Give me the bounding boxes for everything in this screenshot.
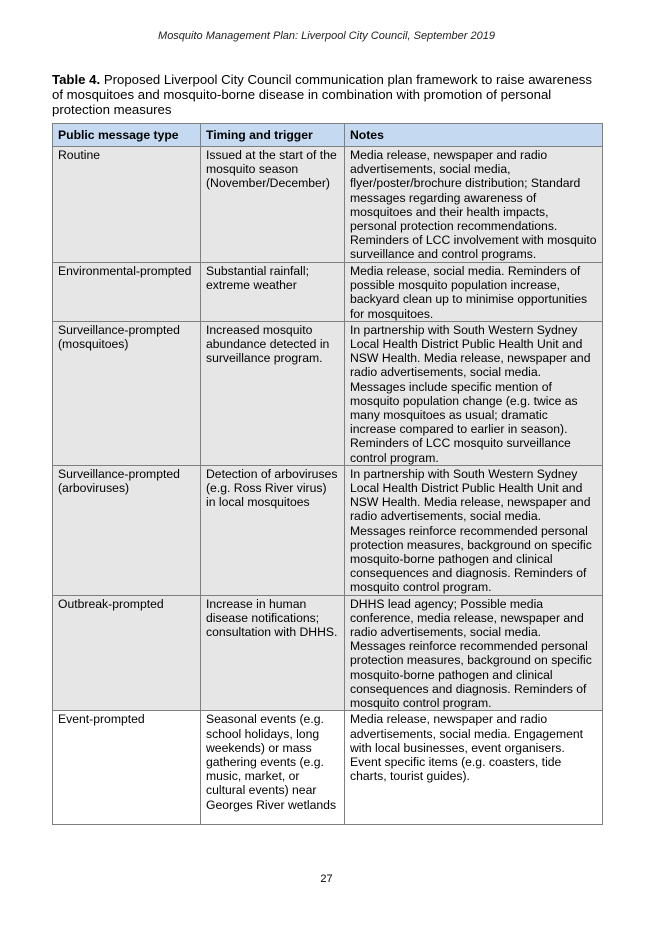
caption-label: Table 4. <box>52 72 101 87</box>
cell-timing: Substantial rainfall; extreme weather <box>201 263 345 322</box>
caption-text: Proposed Liverpool City Council communication plan framework to raise awareness of mosquitoes and mosquito-borne disease in combination with promotion of personal protection measures <box>52 72 592 117</box>
cell-timing: Increase in human disease notifications; consultation with DHHS. <box>201 595 345 711</box>
communication-plan-table <box>52 123 603 825</box>
cell-message-type: Environmental-prompted <box>53 263 201 322</box>
table-row <box>53 711 603 825</box>
table-row <box>53 595 603 711</box>
table-row <box>53 321 603 465</box>
column-header-message-type: Public message type <box>53 124 201 147</box>
cell-message-type: Event-prompted <box>53 711 201 825</box>
table-header-row <box>53 124 603 147</box>
table-row <box>53 465 603 595</box>
cell-notes: In partnership with South Western Sydney Local Health District Public Health Unit and NSW Health. Media release, newspaper and radio advertisements, social media. Messages include specific mention of mosquito population change (e.g. twice as many mosquitoes as usual; dramatic increase compared to earlier in season). Reminders of LCC mosquito surveillance control program. <box>345 321 603 465</box>
cell-message-type: Outbreak-prompted <box>53 595 201 711</box>
cell-timing: Issued at the start of the mosquito season (November/December) <box>201 147 345 263</box>
column-header-timing: Timing and trigger <box>201 124 345 147</box>
cell-message-type: Surveillance-prompted (mosquitoes) <box>53 321 201 465</box>
cell-message-type: Surveillance-prompted (arboviruses) <box>53 465 201 595</box>
cell-notes: Media release, newspaper and radio advertisements, social media, flyer/poster/brochure distribution; Standard messages regarding awareness of mosquitoes and their health impacts, personal protection recommendations. Reminders of LCC involvement with mosquito surveillance and control programs. <box>345 147 603 263</box>
cell-timing: Increased mosquito abundance detected in surveillance program. <box>201 321 345 465</box>
cell-notes: Media release, social media. Reminders of possible mosquito population increase, backyard clean up to minimise opportunities for mosquitoes. <box>345 263 603 322</box>
column-header-notes: Notes <box>345 124 603 147</box>
cell-notes: Media release, newspaper and radio advertisements, social media. Engagement with local businesses, event organisers. Event specific items (e.g. coasters, tide charts, tourist guides). <box>345 711 603 825</box>
cell-notes: DHHS lead agency; Possible media conference, media release, newspaper and radio advertisements, social media. Messages reinforce recommended personal protection measures, background on specific mosquito-borne pathogen and clinical consequences and diagnosis. Reminders of mosquito control program. <box>345 595 603 711</box>
table-caption <box>52 72 604 117</box>
cell-timing: Seasonal events (e.g. school holidays, long weekends) or mass gathering events (e.g. music, market, or cultural events) near Georges River wetlands <box>201 711 345 825</box>
cell-message-type: Routine <box>53 147 201 263</box>
page-number: 27 <box>320 873 333 885</box>
table-row <box>53 263 603 322</box>
table-row <box>53 147 603 263</box>
running-header: Mosquito Management Plan: Liverpool City Council, September 2019 <box>158 30 495 42</box>
cell-timing: Detection of arboviruses (e.g. Ross River virus) in local mosquitoes <box>201 465 345 595</box>
cell-notes: In partnership with South Western Sydney Local Health District Public Health Unit and NSW Health. Media release, newspaper and radio advertisements, social media. Messages reinforce recommended personal protection measures, background on specific mosquito-borne pathogen and clinical consequences and diagnosis. Reminders of mosquito control program. <box>345 465 603 595</box>
